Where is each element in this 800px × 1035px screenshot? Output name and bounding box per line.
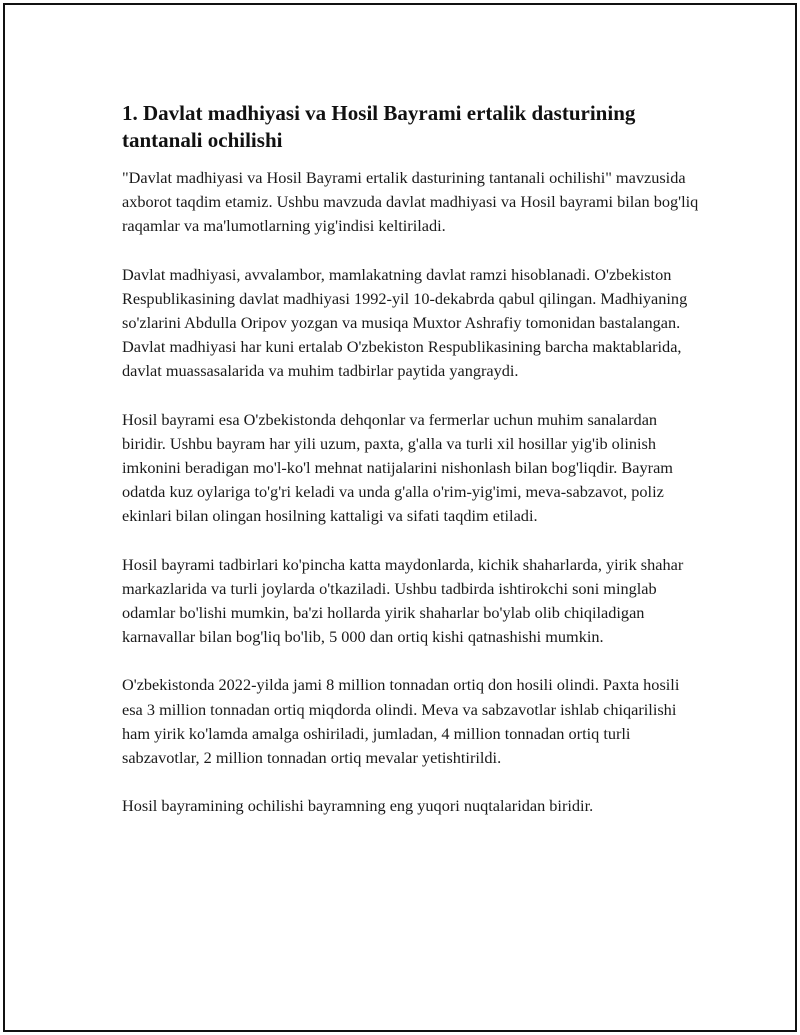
paragraph-anthem: Davlat madhiyasi, avvalambor, mamlakatning davlat ramzi hisoblanadi. O'zbekiston Respublikasining davlat madhiyasi 1992-yil 10-dekabrda qabul qilingan. Madhiyaning so'zlarini Abdulla Oripov yozgan va musiqa Muxtor Ashrafiy tomonidan bastalangan. Davlat madhiyasi har kuni ertalab O'zbekiston Respublikasining barcha maktablarida, davlat muassasalarida va muhim tadbirlar paytida yangraydi. [122,264,688,381]
document-body [122,100,702,842]
paragraph-harvest-festival: Hosil bayrami esa O'zbekistonda dehqonlar va fermerlar uchun muhim sanalardan biridir. Ushbu bayram har yili uzum, paxta, g'alla va turli xil hosillar yig'ib olinish imkonini beradigan mo'l-ko'l mehnat natijalarini nishonlash bilan bog'liqdir. Bayram odatda kuz oylariga to'g'ri keladi va unda g'alla o'rim-yig'imi, meva-sabzavot, poliz ekinlari bilan olingan hosilning kattaligi va sifati taqdim etiladi. [122,409,673,526]
paragraph-events: Hosil bayrami tadbirlari ko'pincha katta maydonlarda, kichik shaharlarda, yirik shahar markazlarida va turli joylarda o'tkaziladi. Ushbu tadbirda ishtirokchi soni minglab odamlar bo'lishi mumkin, ba'zi hollarda yirik shaharlar bo'ylab olib chiqiladigan karnavallar bilan bog'liq bo'lib, 5 000 dan ortiq kishi qatnashishi mumkin. [122,554,684,647]
paragraph-closing: Hosil bayramining ochilishi bayramning eng yuqori nuqtalaridan biridir. [122,796,594,816]
paragraph-statistics: O'zbekistonda 2022-yilda jami 8 million tonnadan ortiq don hosili olindi. Paxta hosili esa 3 million tonnadan ortiq miqdorda olindi. Meva va sabzavotlar ishlab chiqarilishi ham yirik ko'lamda amalga oshiriladi, jumladan, 4 million tonnadan ortiq turli sabzavotlar, 2 million tonnadan ortiq mevalar yetishtirildi. [122,675,680,768]
page-frame [3,3,797,1032]
paragraph-intro: "Davlat madhiyasi va Hosil Bayrami ertalik dasturining tantanali ochilishi" mavzusida axborot taqdim etamiz. Ushbu mavzuda davlat madhiyasi va Hosil bayrami bilan bog'liq raqamlar va ma'lumotlarning yig'indisi keltiriladi. [122,168,699,236]
section-heading: 1. Davlat madhiyasi va Hosil Bayrami ertalik dasturining tantanali ochilishi [122,101,636,152]
